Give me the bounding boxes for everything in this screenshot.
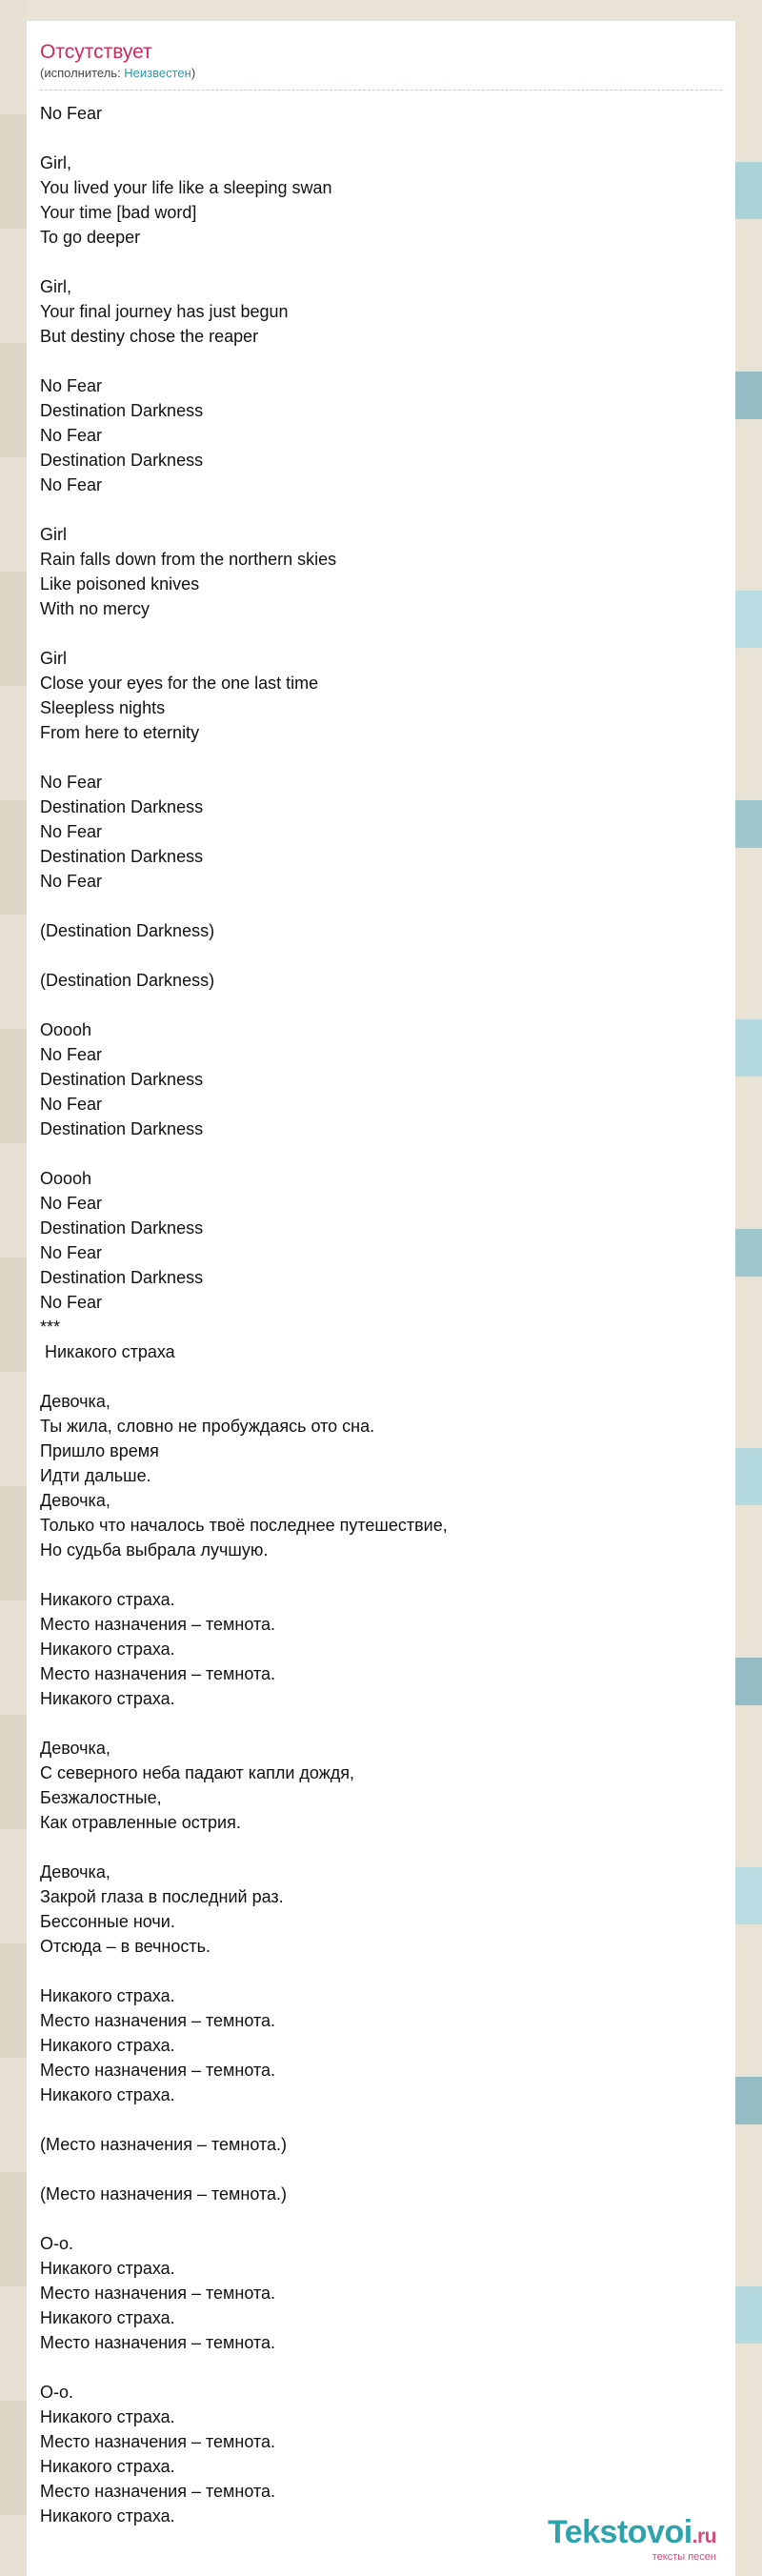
lyric-line: Место назначения – темнота. <box>40 2284 275 2303</box>
logo-wordmark <box>548 2516 716 2553</box>
lyric-line: (Место назначения – темнота.) <box>40 2135 287 2154</box>
lyric-line: Никакого страха. <box>40 2407 175 2426</box>
lyric-line: No Fear <box>40 426 103 445</box>
lyric-line: Место назначения – темнота. <box>40 2011 275 2030</box>
lyric-line: No Fear <box>40 1194 103 1213</box>
lyric-line <box>40 943 722 968</box>
lyric-line: Destination Darkness <box>40 847 204 866</box>
lyric-line <box>40 745 722 770</box>
lyric-line: Девочка, <box>40 1739 110 1758</box>
lyric-line <box>40 2206 722 2231</box>
lyric-line: Место назначения – темнота. <box>40 2432 275 2451</box>
lyric-line: Your time [bad word] <box>40 203 197 222</box>
lyric-line: Только что началось твоё последнее путешествие, <box>40 1516 448 1535</box>
logo-domain: .ru <box>692 2526 716 2547</box>
background-stripe <box>0 0 27 2576</box>
lyric-line: О-о. <box>40 2383 74 2402</box>
lyric-line: Место назначения – темнота. <box>40 2061 275 2080</box>
lyric-line: Никакого страха. <box>40 2457 175 2476</box>
lyric-line: Место назначения – темнота. <box>40 1664 275 1683</box>
lyric-line: (Место назначения – темнота.) <box>40 2184 287 2204</box>
logo-tagline: тексты песен <box>652 2551 716 2563</box>
lyric-line: Ты жила, словно не пробуждаясь ото сна. <box>40 1417 375 1436</box>
logo-name: Tekstovoi <box>547 2514 692 2550</box>
lyric-line: Никакого страха. <box>40 1986 175 2005</box>
lyric-line: (Destination Darkness) <box>40 971 215 990</box>
lyric-line <box>40 1141 722 1166</box>
lyric-line: Rain falls down from the northern skies <box>40 550 337 569</box>
song-header <box>40 40 722 91</box>
lyric-line: No Fear <box>40 376 103 395</box>
lyric-line: Пришло время <box>40 1441 159 1460</box>
lyric-line: No Fear <box>40 1045 103 1064</box>
lyric-line <box>40 250 722 274</box>
lyric-line: С северного неба падают капли дождя, <box>40 1763 354 1782</box>
lyric-line: Ooooh <box>40 1020 92 1039</box>
performer-prefix: (исполнитель: <box>40 66 125 80</box>
lyric-line: Никакого страха. <box>40 2085 175 2104</box>
lyric-line: Destination Darkness <box>40 451 204 470</box>
lyric-line <box>40 2157 722 2182</box>
lyric-line: Безжалостные, <box>40 1788 162 1807</box>
lyric-line: Никакого страха <box>40 1342 175 1361</box>
lyric-line <box>40 2355 722 2380</box>
lyric-line: Sleepless nights <box>40 698 166 717</box>
lyric-line: Girl <box>40 649 67 668</box>
lyric-line: No Fear <box>40 822 103 841</box>
lyric-line: No Fear <box>40 475 103 494</box>
performer-link[interactable]: Неизвестен <box>124 66 191 80</box>
lyric-line: Никакого страха. <box>40 1640 175 1659</box>
lyric-line: No Fear <box>40 1243 103 1262</box>
lyric-line: Destination Darkness <box>40 1218 204 1238</box>
lyric-line: Закрой глаза в последний раз. <box>40 1887 284 1906</box>
lyric-line: Girl, <box>40 277 71 296</box>
lyric-line: Место назначения – темнота. <box>40 2333 275 2352</box>
lyric-line: No Fear <box>40 1293 103 1312</box>
lyric-line <box>40 497 722 522</box>
lyric-line: *** <box>40 1318 61 1337</box>
lyric-line: Никакого страха. <box>40 2506 175 2526</box>
site-logo[interactable] <box>548 2516 716 2563</box>
lyric-line: Никакого страха. <box>40 1590 175 1609</box>
lyric-line: Destination Darkness <box>40 1119 204 1138</box>
lyric-line: Место назначения – темнота. <box>40 2482 275 2501</box>
lyric-line: Girl, <box>40 153 71 172</box>
lyric-line: Destination Darkness <box>40 401 204 420</box>
lyric-line <box>40 993 722 1017</box>
lyric-line <box>40 1562 722 1587</box>
lyric-line: Close your eyes for the one last time <box>40 674 319 693</box>
lyric-line: No Fear <box>40 872 103 891</box>
lyric-line: But destiny chose the reaper <box>40 327 259 346</box>
lyric-line: Идти дальше. <box>40 1466 151 1485</box>
lyric-line: Destination Darkness <box>40 797 204 816</box>
lyric-line <box>40 894 722 918</box>
lyric-line: Girl <box>40 525 67 544</box>
lyric-line: Девочка, <box>40 1491 110 1510</box>
lyric-line <box>40 2107 722 2132</box>
song-performer <box>40 65 722 81</box>
lyric-line: Но судьба выбрала лучшую. <box>40 1540 269 1560</box>
lyric-line: Никакого страха. <box>40 1689 175 1708</box>
lyric-line: Никакого страха. <box>40 2036 175 2055</box>
lyric-line: From here to eternity <box>40 723 200 742</box>
lyric-line: Никакого страха. <box>40 2308 175 2327</box>
lyric-line: Destination Darkness <box>40 1268 204 1287</box>
lyric-line <box>40 621 722 646</box>
lyric-line <box>40 349 722 373</box>
lyric-line: (Destination Darkness) <box>40 921 215 940</box>
song-title: Отсутствует <box>40 41 152 63</box>
lyric-line: With no mercy <box>40 599 150 618</box>
lyric-line: Место назначения – темнота. <box>40 1615 275 1634</box>
lyric-line <box>40 1711 722 1736</box>
lyric-line: Your final journey has just begun <box>40 302 289 321</box>
lyric-line: Как отравленные острия. <box>40 1813 241 1832</box>
lyric-line: О-о. <box>40 2234 74 2253</box>
lyric-line: You lived your life like a sleeping swan <box>40 178 332 197</box>
lyric-line <box>40 1959 722 1983</box>
lyric-line: Отсюда – в вечность. <box>40 1937 211 1956</box>
lyric-line: Destination Darkness <box>40 1070 204 1089</box>
lyric-line <box>40 126 722 151</box>
lyrics-text <box>40 101 722 2528</box>
lyric-line: No Fear <box>40 1095 103 1114</box>
lyric-line: Никакого страха. <box>40 2259 175 2278</box>
lyric-line: To go deeper <box>40 228 141 247</box>
lyric-line: No Fear <box>40 104 103 123</box>
lyrics-page <box>27 21 735 2576</box>
lyric-line <box>40 1364 722 1389</box>
lyric-line: Бессонные ночи. <box>40 1912 175 1931</box>
lyric-line: Девочка, <box>40 1392 110 1411</box>
lyric-line: Ooooh <box>40 1169 92 1188</box>
lyric-line: No Fear <box>40 773 103 792</box>
performer-suffix: ) <box>190 66 196 80</box>
lyric-line: Девочка, <box>40 1862 110 1882</box>
lyric-line: Like poisoned knives <box>40 574 200 594</box>
lyric-line <box>40 1835 722 1860</box>
